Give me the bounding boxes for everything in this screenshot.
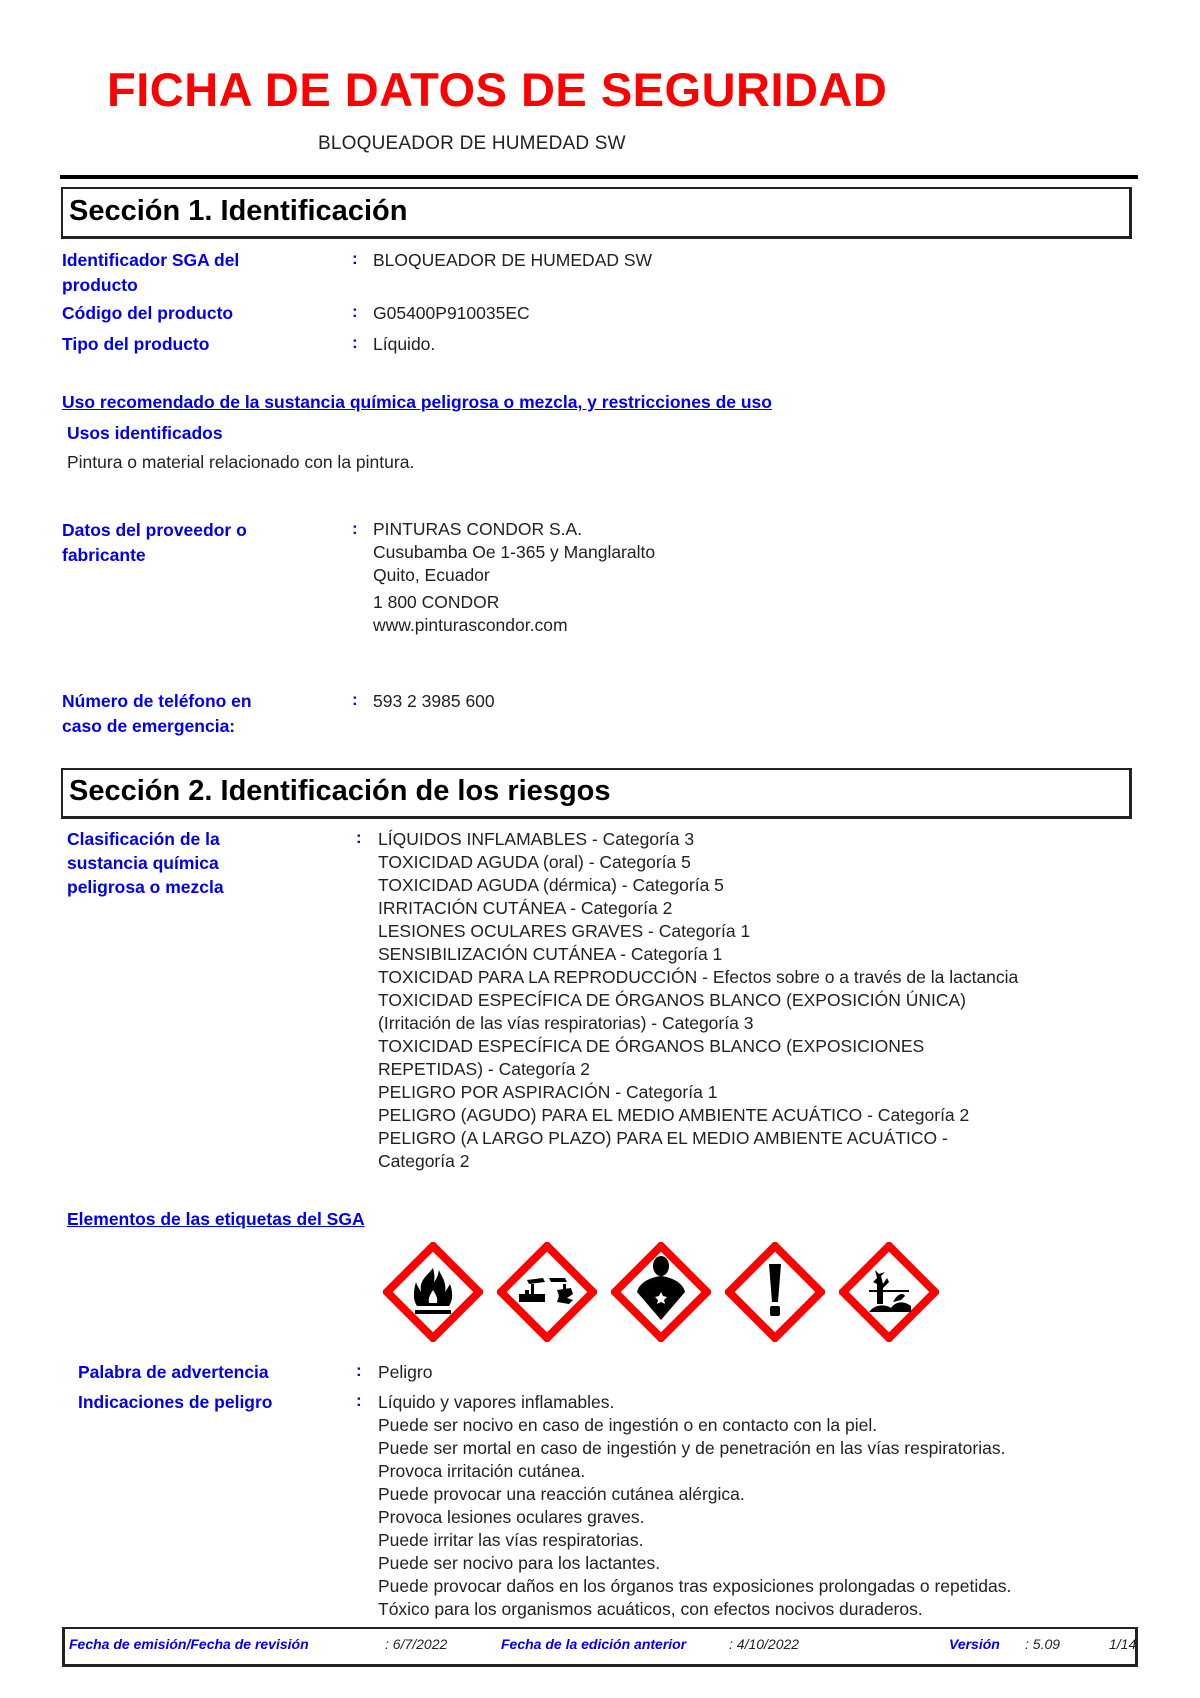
classification-item: LÍQUIDOS INFLAMABLES - Categoría 3	[378, 829, 695, 849]
page-number: 1/14	[1109, 1636, 1137, 1652]
section-1-header	[61, 187, 1132, 239]
colon-separator: :	[356, 1361, 362, 1380]
colon-separator: :	[352, 690, 358, 709]
product-name: BLOQUEADOR DE HUMEDAD SW	[318, 133, 626, 154]
classification-item: IRRITACIÓN CUTÁNEA - Categoría 2	[378, 898, 673, 918]
version-value: : 5.09	[1025, 1636, 1061, 1652]
environment-icon	[839, 1242, 939, 1342]
hazard-statement: Provoca irritación cutánea.	[378, 1461, 586, 1481]
identified-uses-label: Usos identificados	[67, 423, 223, 443]
product-code-label: Código del producto	[62, 303, 234, 323]
emergency-phone-label	[62, 689, 252, 739]
label-line: Número de teléfono en	[62, 691, 252, 711]
hazard-statement: Provoca lesiones oculares graves.	[378, 1507, 645, 1527]
section-2-header	[61, 768, 1132, 819]
corrosion-icon	[497, 1242, 597, 1342]
previous-edition-value: : 4/10/2022	[729, 1636, 800, 1652]
product-identifier-value: BLOQUEADOR DE HUMEDAD SW	[373, 250, 653, 270]
classification-item: TOXICIDAD AGUDA (dérmica) - Categoría 5	[378, 875, 724, 895]
exclamation-mark-icon	[725, 1242, 825, 1342]
signal-word-label: Palabra de advertencia	[78, 1362, 269, 1382]
label-line: producto	[62, 275, 138, 295]
classification-item: TOXICIDAD PARA LA REPRODUCCIÓN - Efectos sobre o a través de la lactancia	[378, 967, 1019, 987]
supplier-website: www.pinturascondor.com	[373, 615, 568, 635]
hazard-statement: Líquido y vapores inflamables.	[378, 1392, 615, 1412]
document-title: FICHA DE DATOS DE SEGURIDAD	[107, 63, 888, 116]
label-line: Identificador SGA del	[62, 250, 240, 270]
section-2-title: Sección 2. Identificación de los riesgos	[69, 775, 611, 807]
classification-item: PELIGRO (AGUDO) PARA EL MEDIO AMBIENTE ACUÁTICO - Categoría 2	[378, 1105, 970, 1125]
emergency-phone-value: 593 2 3985 600	[373, 691, 495, 711]
product-identifier-label	[62, 248, 239, 298]
header-divider	[60, 175, 1138, 179]
supplier-address: Cusubamba Oe 1-365 y Manglaralto	[373, 542, 656, 562]
classification-item: PELIGRO (A LARGO PLAZO) PARA EL MEDIO AMBIENTE ACUÁTICO -	[378, 1128, 948, 1148]
classification-item: REPETIDAS) - Categoría 2	[378, 1059, 591, 1079]
hazard-statement: Puede provocar daños en los órganos tras exposiciones prolongadas o repetidas.	[378, 1576, 1012, 1596]
classification-item: SENSIBILIZACIÓN CUTÁNEA - Categoría 1	[378, 944, 723, 964]
supplier-city: Quito, Ecuador	[373, 565, 490, 585]
classification-item: TOXICIDAD ESPECÍFICA DE ÓRGANOS BLANCO (EXPOSICIONES	[378, 1036, 925, 1056]
product-type-value: Líquido.	[373, 334, 436, 354]
health-hazard-icon	[611, 1242, 711, 1342]
label-line: caso de emergencia:	[62, 716, 236, 736]
label-line: sustancia química	[67, 853, 219, 873]
recommended-use-heading[interactable]: Uso recomendado de la sustancia química peligrosa o mezcla, y restricciones de uso	[62, 392, 772, 412]
colon-separator: :	[352, 302, 358, 321]
label-line: fabricante	[62, 545, 146, 565]
hazard-statements-label: Indicaciones de peligro	[78, 1392, 273, 1412]
colon-separator: :	[352, 333, 358, 352]
supplier-label	[62, 518, 247, 568]
colon-separator: :	[356, 828, 362, 847]
classification-item: LESIONES OCULARES GRAVES - Categoría 1	[378, 921, 751, 941]
classification-item: Categoría 2	[378, 1151, 470, 1171]
ghs-pictograms	[383, 1242, 943, 1342]
signal-word-value: Peligro	[378, 1362, 433, 1382]
classification-item: TOXICIDAD AGUDA (oral) - Categoría 5	[378, 852, 691, 872]
colon-separator: :	[352, 519, 358, 538]
issue-date-value: : 6/7/2022	[385, 1636, 448, 1652]
classification-item: (Irritación de las vías respiratorias) - Categoría 3	[378, 1013, 754, 1033]
hazard-statement: Puede ser mortal en caso de ingestión y de penetración en las vías respiratorias.	[378, 1438, 1006, 1458]
colon-separator: :	[352, 249, 358, 268]
page-footer	[62, 1627, 1138, 1667]
supplier-details	[373, 518, 655, 637]
identified-uses-value: Pintura o material relacionado con la pintura.	[67, 452, 415, 472]
issue-date-label: Fecha de emisión/Fecha de revisión	[69, 1636, 309, 1652]
previous-edition-label: Fecha de la edición anterior	[501, 1636, 687, 1652]
flame-icon	[383, 1242, 483, 1342]
label-line: Datos del proveedor o	[62, 520, 247, 540]
supplier-phone: 1 800 CONDOR	[373, 592, 500, 612]
product-type-label: Tipo del producto	[62, 334, 210, 354]
hazard-statement: Puede provocar una reacción cutánea alérgica.	[378, 1484, 745, 1504]
label-line: peligrosa o mezcla	[67, 877, 224, 897]
label-line: Clasificación de la	[67, 829, 220, 849]
hazard-statement: Tóxico para los organismos acuáticos, con efectos nocivos duraderos.	[378, 1599, 923, 1619]
version-label: Versión	[949, 1636, 1000, 1652]
hazard-statements-list	[378, 1391, 1011, 1621]
section-1-title: Sección 1. Identificación	[69, 195, 408, 227]
hazard-statement: Puede ser nocivo para los lactantes.	[378, 1553, 661, 1573]
classification-item: PELIGRO POR ASPIRACIÓN - Categoría 1	[378, 1082, 718, 1102]
classification-label	[67, 827, 224, 899]
colon-separator: :	[356, 1391, 362, 1410]
label-elements-heading[interactable]: Elementos de las etiquetas del SGA	[67, 1209, 365, 1229]
classification-item: TOXICIDAD ESPECÍFICA DE ÓRGANOS BLANCO (EXPOSICIÓN ÚNICA)	[378, 990, 966, 1010]
hazard-statement: Puede irritar las vías respiratorias.	[378, 1530, 644, 1550]
hazard-statement: Puede ser nocivo en caso de ingestión o en contacto con la piel.	[378, 1415, 878, 1435]
supplier-company: PINTURAS CONDOR S.A.	[373, 519, 583, 539]
product-code-value: G05400P910035EC	[373, 303, 530, 323]
classification-list	[378, 828, 1018, 1173]
